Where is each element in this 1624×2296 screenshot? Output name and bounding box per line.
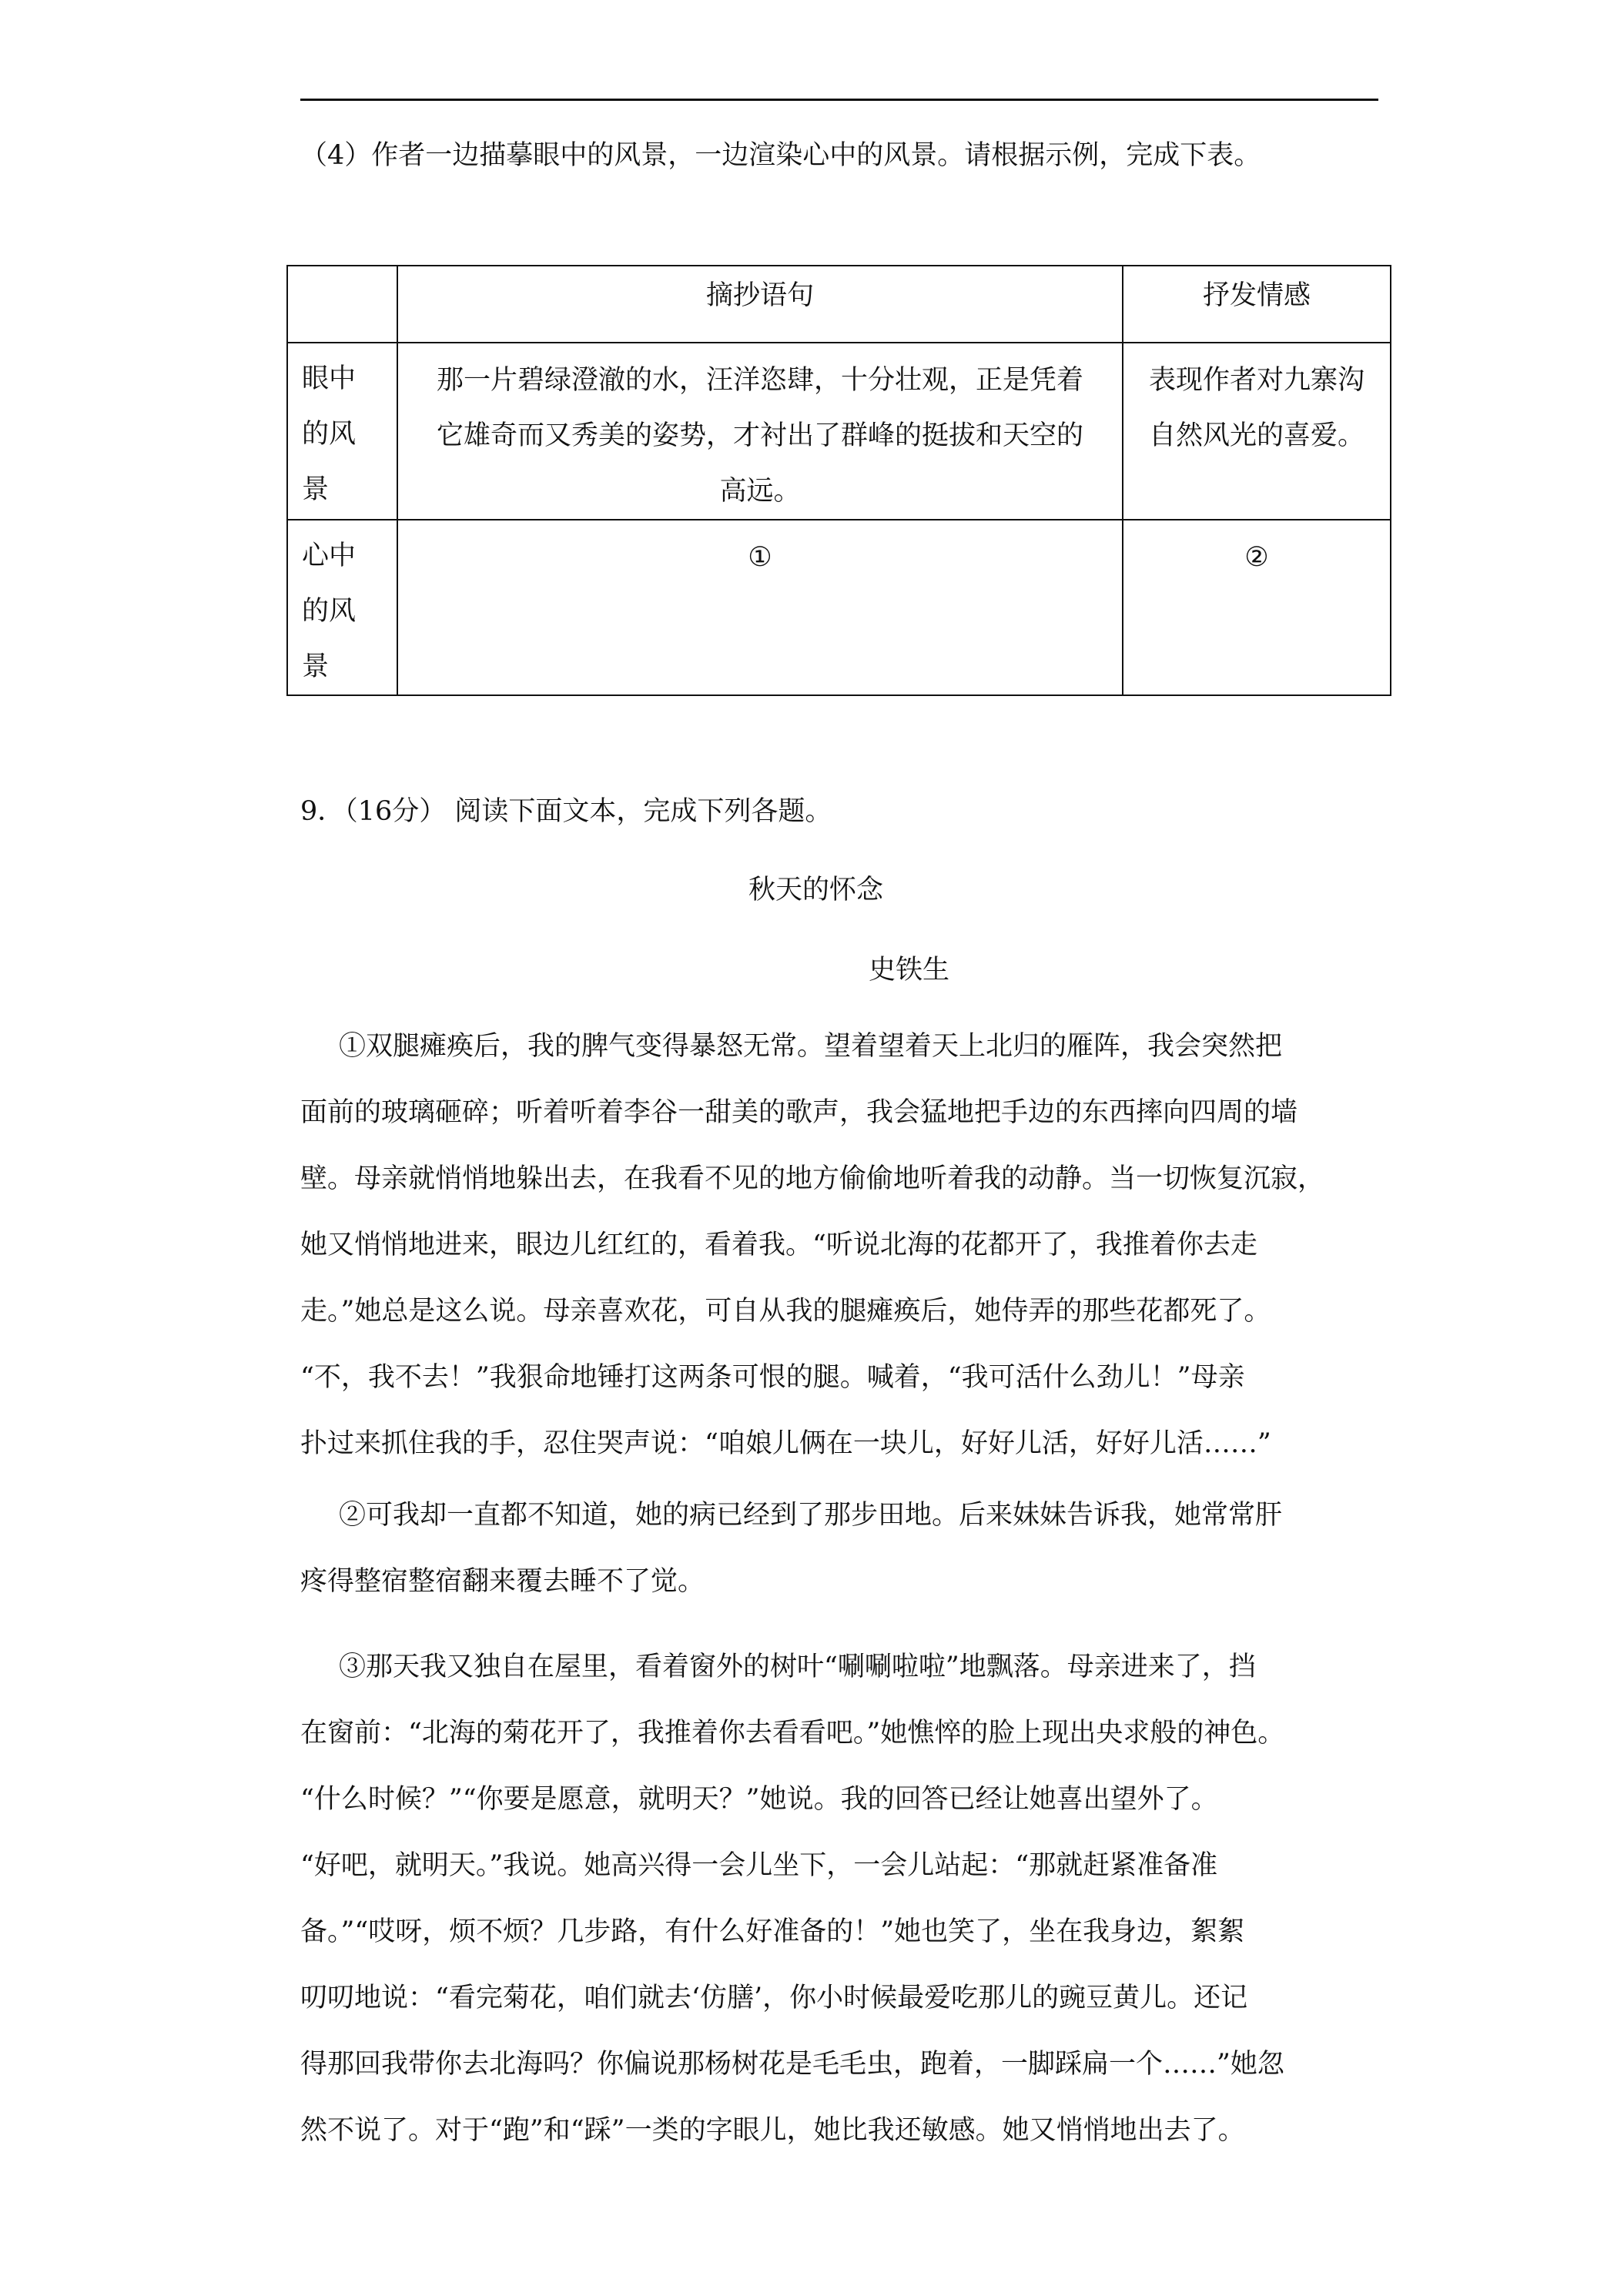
text-line: 在窗前：“北海的菊花开了，我推着你去看看吧。”她憔悴的脸上现出央求般的神色。	[300, 1718, 1285, 1749]
row-emotion-cell: 表现作者对九寨沟 自然风光的喜爱。	[1123, 343, 1391, 520]
answer-blank-2[interactable]: ②	[1123, 520, 1391, 695]
question-9-prompt: 9．（16分） 阅读下面文本，完成下列各题。	[300, 796, 832, 827]
row-sentence-cell: 那一片碧绿澄澈的水，汪洋恣肆，十分壮观，正是凭着 它雄奇而又秀美的姿势，才衬出了群峰的挺拔和天空的 高远。	[397, 343, 1123, 520]
text-line: ①双腿瘫痪后，我的脾气变得暴怒无常。望着望着天上北归的雁阵，我会突然把	[339, 1031, 1283, 1062]
paragraph-3	[300, 1634, 1394, 2164]
paragraph-2	[300, 1482, 1394, 1615]
text-line: 扑过来抓住我的手，忍住哭声说：“咱娘儿俩在一块儿，好好儿活，好好儿活……”	[300, 1428, 1271, 1459]
header-cell-emotion: 抒发情感	[1123, 266, 1391, 343]
header-rule	[300, 99, 1378, 101]
text-line: 壁。母亲就悄悄地躲出去，在我看不见的地方偷偷地听着我的动静。当一切恢复沉寂，	[300, 1163, 1325, 1194]
text-line: 叨叨地说：“看完菊花，咱们就去‘仿膳’，你小时候最爱吃那儿的豌豆黄儿。还记	[300, 1983, 1248, 2013]
text-line: 走。”她总是这么说。母亲喜欢花，可自从我的腿瘫痪后，她侍弄的那些花都死了。	[300, 1296, 1271, 1327]
text-line: “好吧，就明天。”我说。她高兴得一会儿坐下，一会儿站起：“那就赶紧准备准	[300, 1850, 1218, 1881]
text-line: 面前的玻璃砸碎；听着听着李谷一甜美的歌声，我会猛地把手边的东西摔向四周的墙	[300, 1097, 1298, 1128]
row-label-heart-scenery: 心中 的风 景	[287, 520, 397, 695]
text-line: 然不说了。对于“跑”和“踩”一类的字眼儿，她比我还敏感。她又悄悄地出去了。	[300, 2115, 1245, 2146]
article-title: 秋天的怀念	[748, 875, 883, 905]
scenery-table	[286, 265, 1391, 696]
table-row	[287, 343, 1391, 520]
question-4-prompt: （4）作者一边描摹眼中的风景，一边渲染心中的风景。请根据示例，完成下表。	[300, 140, 1261, 171]
header-cell-sentence: 摘抄语句	[397, 266, 1123, 343]
text-line: 备。”“哎呀，烦不烦？几步路，有什么好准备的！”她也笑了，坐在我身边，絮絮	[300, 1916, 1245, 1947]
table-row	[287, 520, 1391, 695]
text-line: 疼得整宿整宿翻来覆去睡不了觉。	[300, 1566, 705, 1597]
header-cell-empty	[287, 266, 397, 343]
text-line: “不，我不去！”我狠命地锤打这两条可恨的腿。喊着，“我可活什么劲儿！”母亲	[300, 1362, 1245, 1393]
paragraph-1	[300, 1013, 1394, 1477]
text-line: “什么时候？”“你要是愿意，就明天？”她说。我的回答已经让她喜出望外了。	[300, 1784, 1218, 1815]
answer-blank-1[interactable]: ①	[397, 520, 1123, 695]
text-line: 得那回我带你去北海吗？你偏说那杨树花是毛毛虫，跑着，一脚踩扁一个……”她忽	[300, 2049, 1284, 2080]
text-line: ③那天我又独自在屋里，看着窗外的树叶“唰唰啦啦”地飘落。母亲进来了，挡	[339, 1652, 1256, 1682]
table-header-row	[287, 266, 1391, 343]
article-author: 史铁生	[869, 955, 950, 986]
text-line: ②可我却一直都不知道，她的病已经到了那步田地。后来妹妹告诉我，她常常肝	[339, 1500, 1283, 1531]
row-label-eye-scenery: 眼中 的风 景	[287, 343, 397, 520]
text-line: 她又悄悄地进来，眼边儿红红的，看着我。“听说北海的花都开了，我推着你去走	[300, 1230, 1257, 1260]
